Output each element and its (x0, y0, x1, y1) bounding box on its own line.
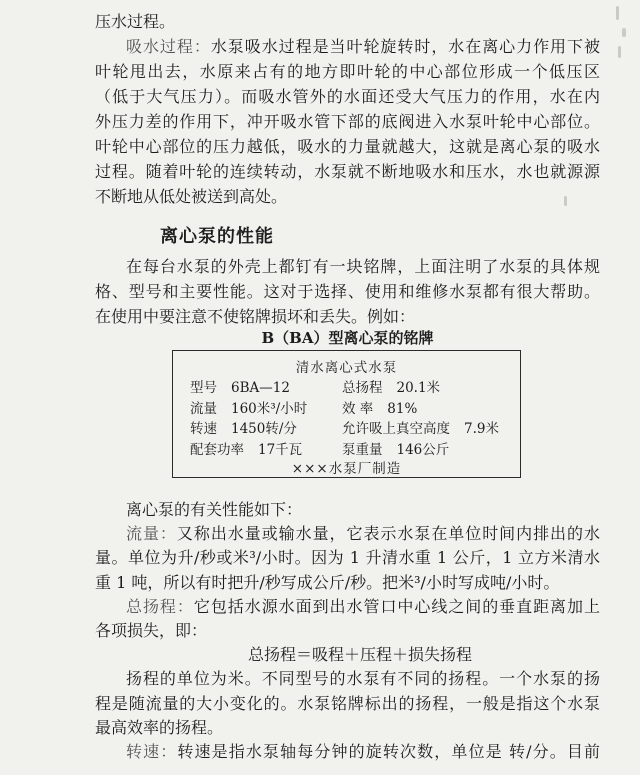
text-line: 重 1 吨，所以有时把升/秒写成公斤/秒。把米³/小时写成吨/小时。 (95, 572, 560, 592)
spec-cell (342, 378, 440, 399)
nameplate-caption: B（BA）型离心泵的铭牌 (261, 329, 434, 347)
suction-process-paragraph (95, 9, 600, 209)
text-line: 离心泵的有关性能如下： (126, 500, 303, 519)
nameplate-row (173, 378, 520, 399)
spec-label: 转速 (190, 421, 217, 437)
text-line: 压水过程。 (95, 12, 176, 31)
spec-value: 146公斤 (396, 441, 450, 458)
text-span: 又称出水量或输水量，它表示水泵在单位时间内排出的水 (176, 524, 600, 544)
spec-value: 20.1米 (396, 380, 441, 396)
text-line (95, 522, 600, 546)
spec-cell (342, 440, 449, 461)
spec-cell (342, 399, 417, 420)
text-line: 外压力差的作用下，冲开吸水管下部的底阀进入水泵叶轮中心部位。 (95, 112, 600, 131)
spec-cell (190, 440, 302, 461)
spec-value: 1450转/分 (231, 421, 297, 437)
text-span: 它包括水源水面到出水管口中心线之间的垂直距离加上 (193, 596, 600, 616)
text-line: 叶轮甩出去，水原来占有的地方即叶轮的中心部位形成一个低压区 (95, 62, 600, 81)
term-label: 吸水过程： (126, 37, 211, 56)
spec-cell (190, 378, 290, 399)
spec-value: 81% (387, 400, 418, 417)
spec-label: 型号 (190, 380, 217, 396)
spec-value: 17千瓦 (258, 441, 303, 458)
text-line: 量。单位为升/秒或米³/小时。因为 1 升清水重 1 公斤，1 立方米清水 (95, 548, 600, 568)
spec-label: 流量 (190, 400, 217, 417)
nameplate-row (173, 419, 520, 440)
nameplate-row (173, 399, 520, 420)
spec-label: 配套功率 (190, 441, 244, 458)
term-label: 流量： (126, 524, 177, 544)
text-line: （低于大气压力）。而吸水管外的水面还受大气压力的作用，水在内 (95, 87, 600, 106)
text-line: 在使用中要注意不使铭牌损坏和丢失。例如： (95, 307, 416, 326)
spec-value: 7.9米 (464, 421, 499, 437)
nameplate-manufacturer: ×××水泵厂制造 (291, 461, 402, 477)
spec-label: 总扬程 (342, 380, 383, 396)
text-line: 扬程的单位为米。不同型号的水泵有不同的扬程。一个水泵的扬 (126, 669, 600, 689)
nameplate-rows (173, 378, 520, 460)
spec-label: 效 率 (342, 400, 374, 417)
nameplate-title: 清水离心式水泵 (295, 360, 398, 376)
nameplate-intro-paragraph (95, 254, 600, 329)
text-line: 叶轮中心部位的压力越低，吸水的力量就越大，这就是离心泵的吸水 (95, 137, 600, 156)
text-span: 水泵吸水过程是当叶轮旋转时，水在离心力作用下被 (210, 37, 600, 56)
text-line: 最高效率的扬程。 (95, 717, 224, 737)
spec-cell (342, 419, 499, 440)
spec-label: 允许吸上真空高度 (342, 421, 450, 437)
spec-cell (190, 419, 297, 440)
text-line: 格、型号和主要性能。这对于选择、使用和维修水泵都有很大帮助。 (95, 282, 600, 301)
properties-paragraphs (95, 498, 600, 764)
scan-mark (618, 46, 621, 58)
spec-label: 泵重量 (342, 441, 383, 458)
scan-mark (616, 6, 619, 20)
text-span: 转速是指水泵轴每分钟的旋转次数，单位是 转/分。目前 (177, 741, 600, 761)
text-line (95, 595, 600, 619)
text-line: 过程。随着叶轮的连续转动，水泵就不断地吸水和压水，水也就源源 (95, 162, 600, 181)
head-formula: 总扬程＝吸程＋压程＋损失扬程 (247, 645, 472, 665)
text-line: 程是随流量的大小变化的。水泵铭牌标出的扬程，一般是指这个水泵 (95, 693, 600, 713)
text-line: 各项损失，即： (95, 620, 208, 640)
spec-value: 160米³/小时 (231, 400, 308, 417)
text-line (95, 34, 600, 59)
text-line (95, 740, 600, 764)
term-label: 转速： (126, 741, 178, 761)
section-heading: 离心泵的性能 (160, 226, 274, 247)
text-line: 在每台水泵的外壳上都钉有一块铭牌，上面注明了水泵的具体规 (126, 257, 600, 276)
nameplate-row (173, 440, 520, 461)
nameplate-box (172, 350, 521, 478)
term-label: 总扬程： (126, 596, 194, 616)
spec-value: 6BA—12 (231, 380, 290, 396)
text-line: 不断地从低处被送到高处。 (95, 187, 288, 206)
scan-mark (622, 28, 626, 37)
spec-cell (190, 399, 307, 420)
